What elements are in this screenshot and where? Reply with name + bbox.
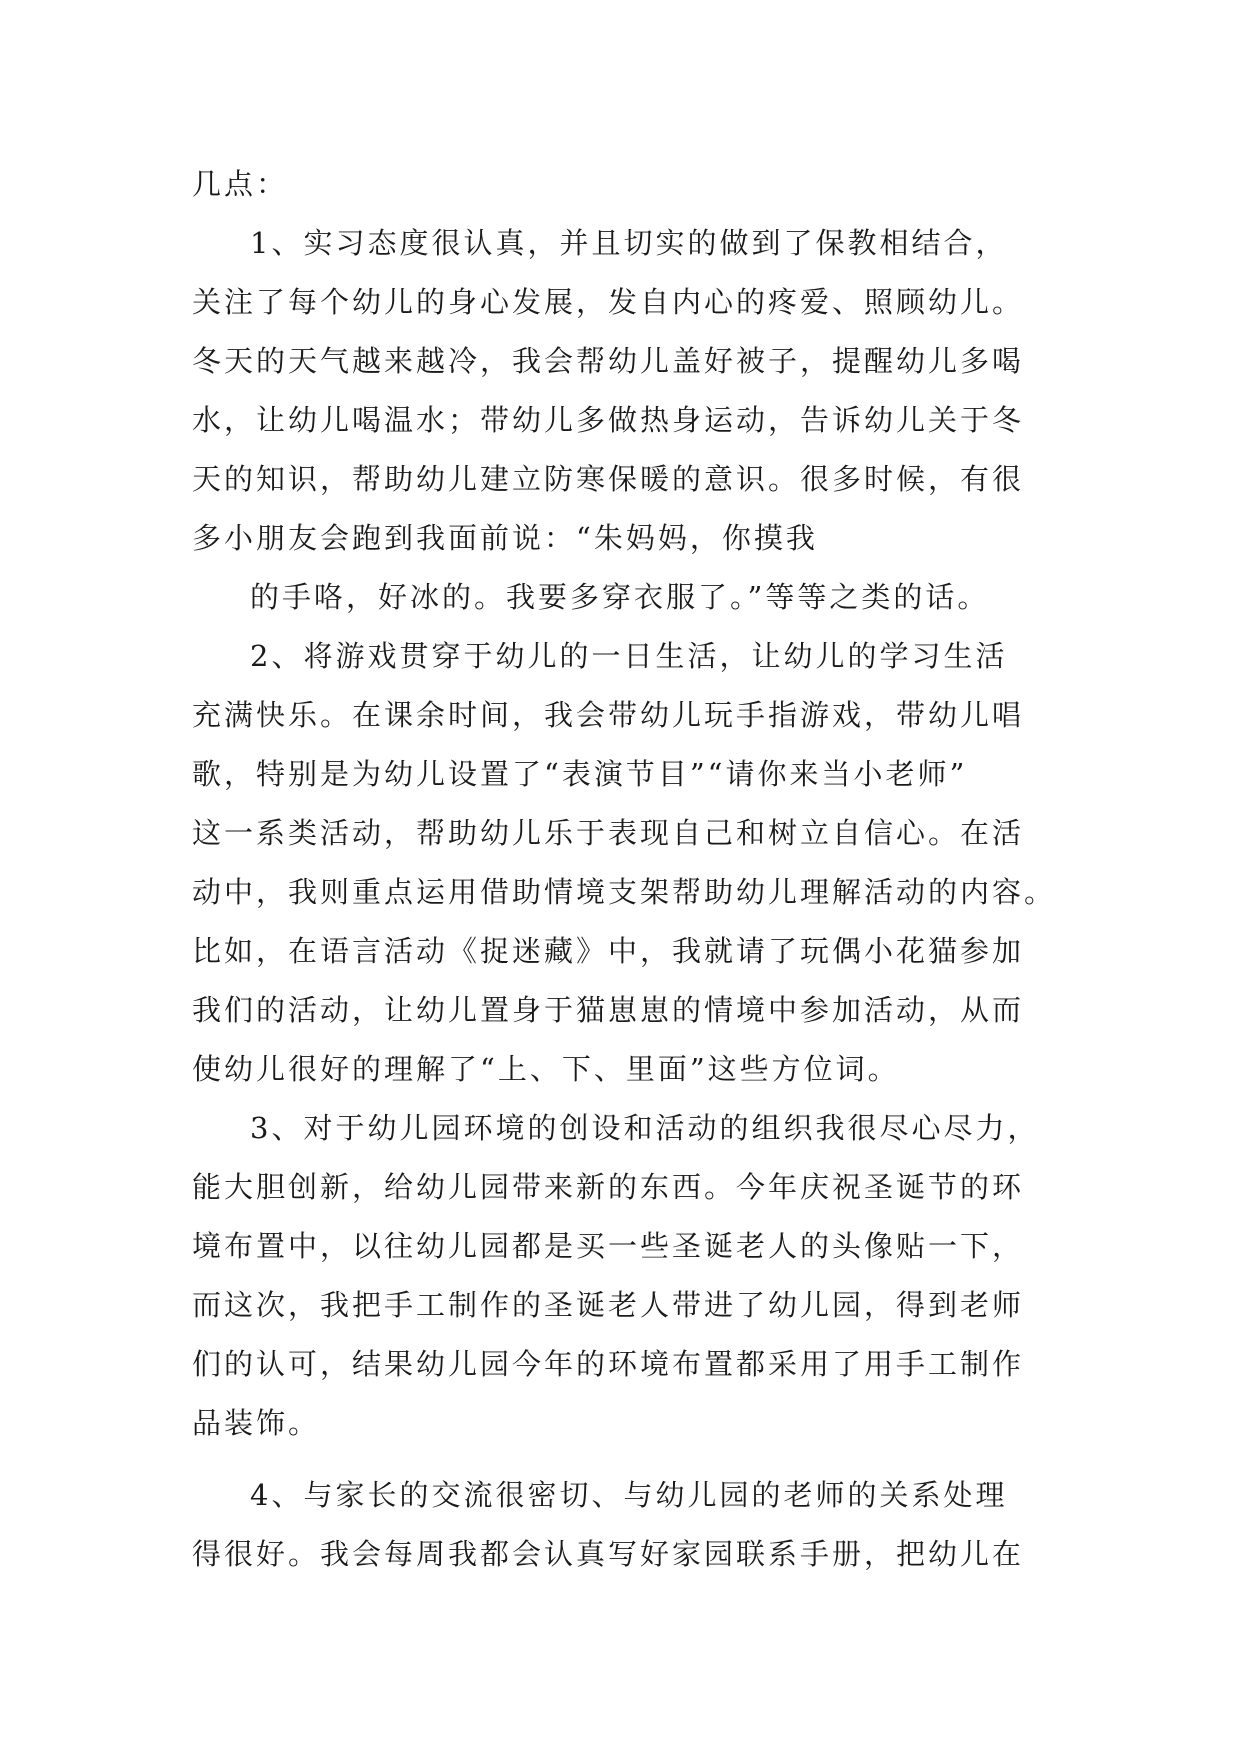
text-line: 4、与家长的交流很密切、与幼儿园的老师的关系处理 (250, 1478, 1008, 1512)
text-line: 境布置中，以往幼儿园都是买一些圣诞老人的头像贴一下， (192, 1229, 1025, 1263)
text-line: 们的认可，结果幼儿园今年的环境布置都采用了用手工制作 (192, 1347, 1025, 1381)
text-line: 多小朋友会跑到我面前说：“朱妈妈，你摸我 (192, 521, 818, 555)
text-line: 2、将游戏贯穿于幼儿的一日生活，让幼儿的学习生活 (250, 639, 1008, 673)
text-line: 水，让幼儿喝温水；带幼儿多做热身运动，告诉幼儿关于冬 (192, 403, 1025, 437)
text-line: 歌，特别是为幼儿设置了“表演节目”“请你来当小老师” (192, 757, 968, 791)
text-line: 1、实习态度很认真，并且切实的做到了保教相结合， (250, 226, 1008, 260)
text-line: 得很好。我会每周我都会认真写好家园联系手册，把幼儿在 (192, 1537, 1025, 1571)
text-line: 充满快乐。在课余时间，我会带幼儿玩手指游戏，带幼儿唱 (192, 698, 1025, 732)
text-line: 的手咯，好冰的。我要多穿衣服了。”等等之类的话。 (250, 580, 990, 614)
text-line: 而这次，我把手工制作的圣诞老人带进了幼儿园，得到老师 (192, 1288, 1025, 1322)
text-line: 品装饰。 (192, 1406, 321, 1440)
body-text (192, 155, 1072, 1584)
text-line: 比如，在语言活动《捉迷藏》中，我就请了玩偶小花猫参加 (192, 934, 1025, 968)
text-line: 3、对于幼儿园环境的创设和活动的组织我很尽心尽力， (250, 1111, 1040, 1145)
text-line: 我们的活动，让幼儿置身于猫崽崽的情境中参加活动，从而 (192, 993, 1025, 1027)
text-line: 这一系类活动，帮助幼儿乐于表现自己和树立自信心。在活 (192, 816, 1025, 850)
text-line: 天的知识，帮助幼儿建立防寒保暖的意识。很多时候，有很 (192, 462, 1025, 496)
text-line: 能大胆创新，给幼儿园带来新的东西。今年庆祝圣诞节的环 (192, 1170, 1025, 1204)
text-line: 关注了每个幼儿的身心发展，发自内心的疼爱、照顾幼儿。 (192, 285, 1025, 319)
text-line: 冬天的天气越来越冷，我会帮幼儿盖好被子，提醒幼儿多喝 (192, 344, 1025, 378)
text-line: 动中，我则重点运用借助情境支架帮助幼儿理解活动的内容。 (192, 875, 1057, 909)
text-line: 几点： (192, 167, 289, 201)
text-line: 使幼儿很好的理解了“上、下、里面”这些方位词。 (192, 1052, 900, 1086)
